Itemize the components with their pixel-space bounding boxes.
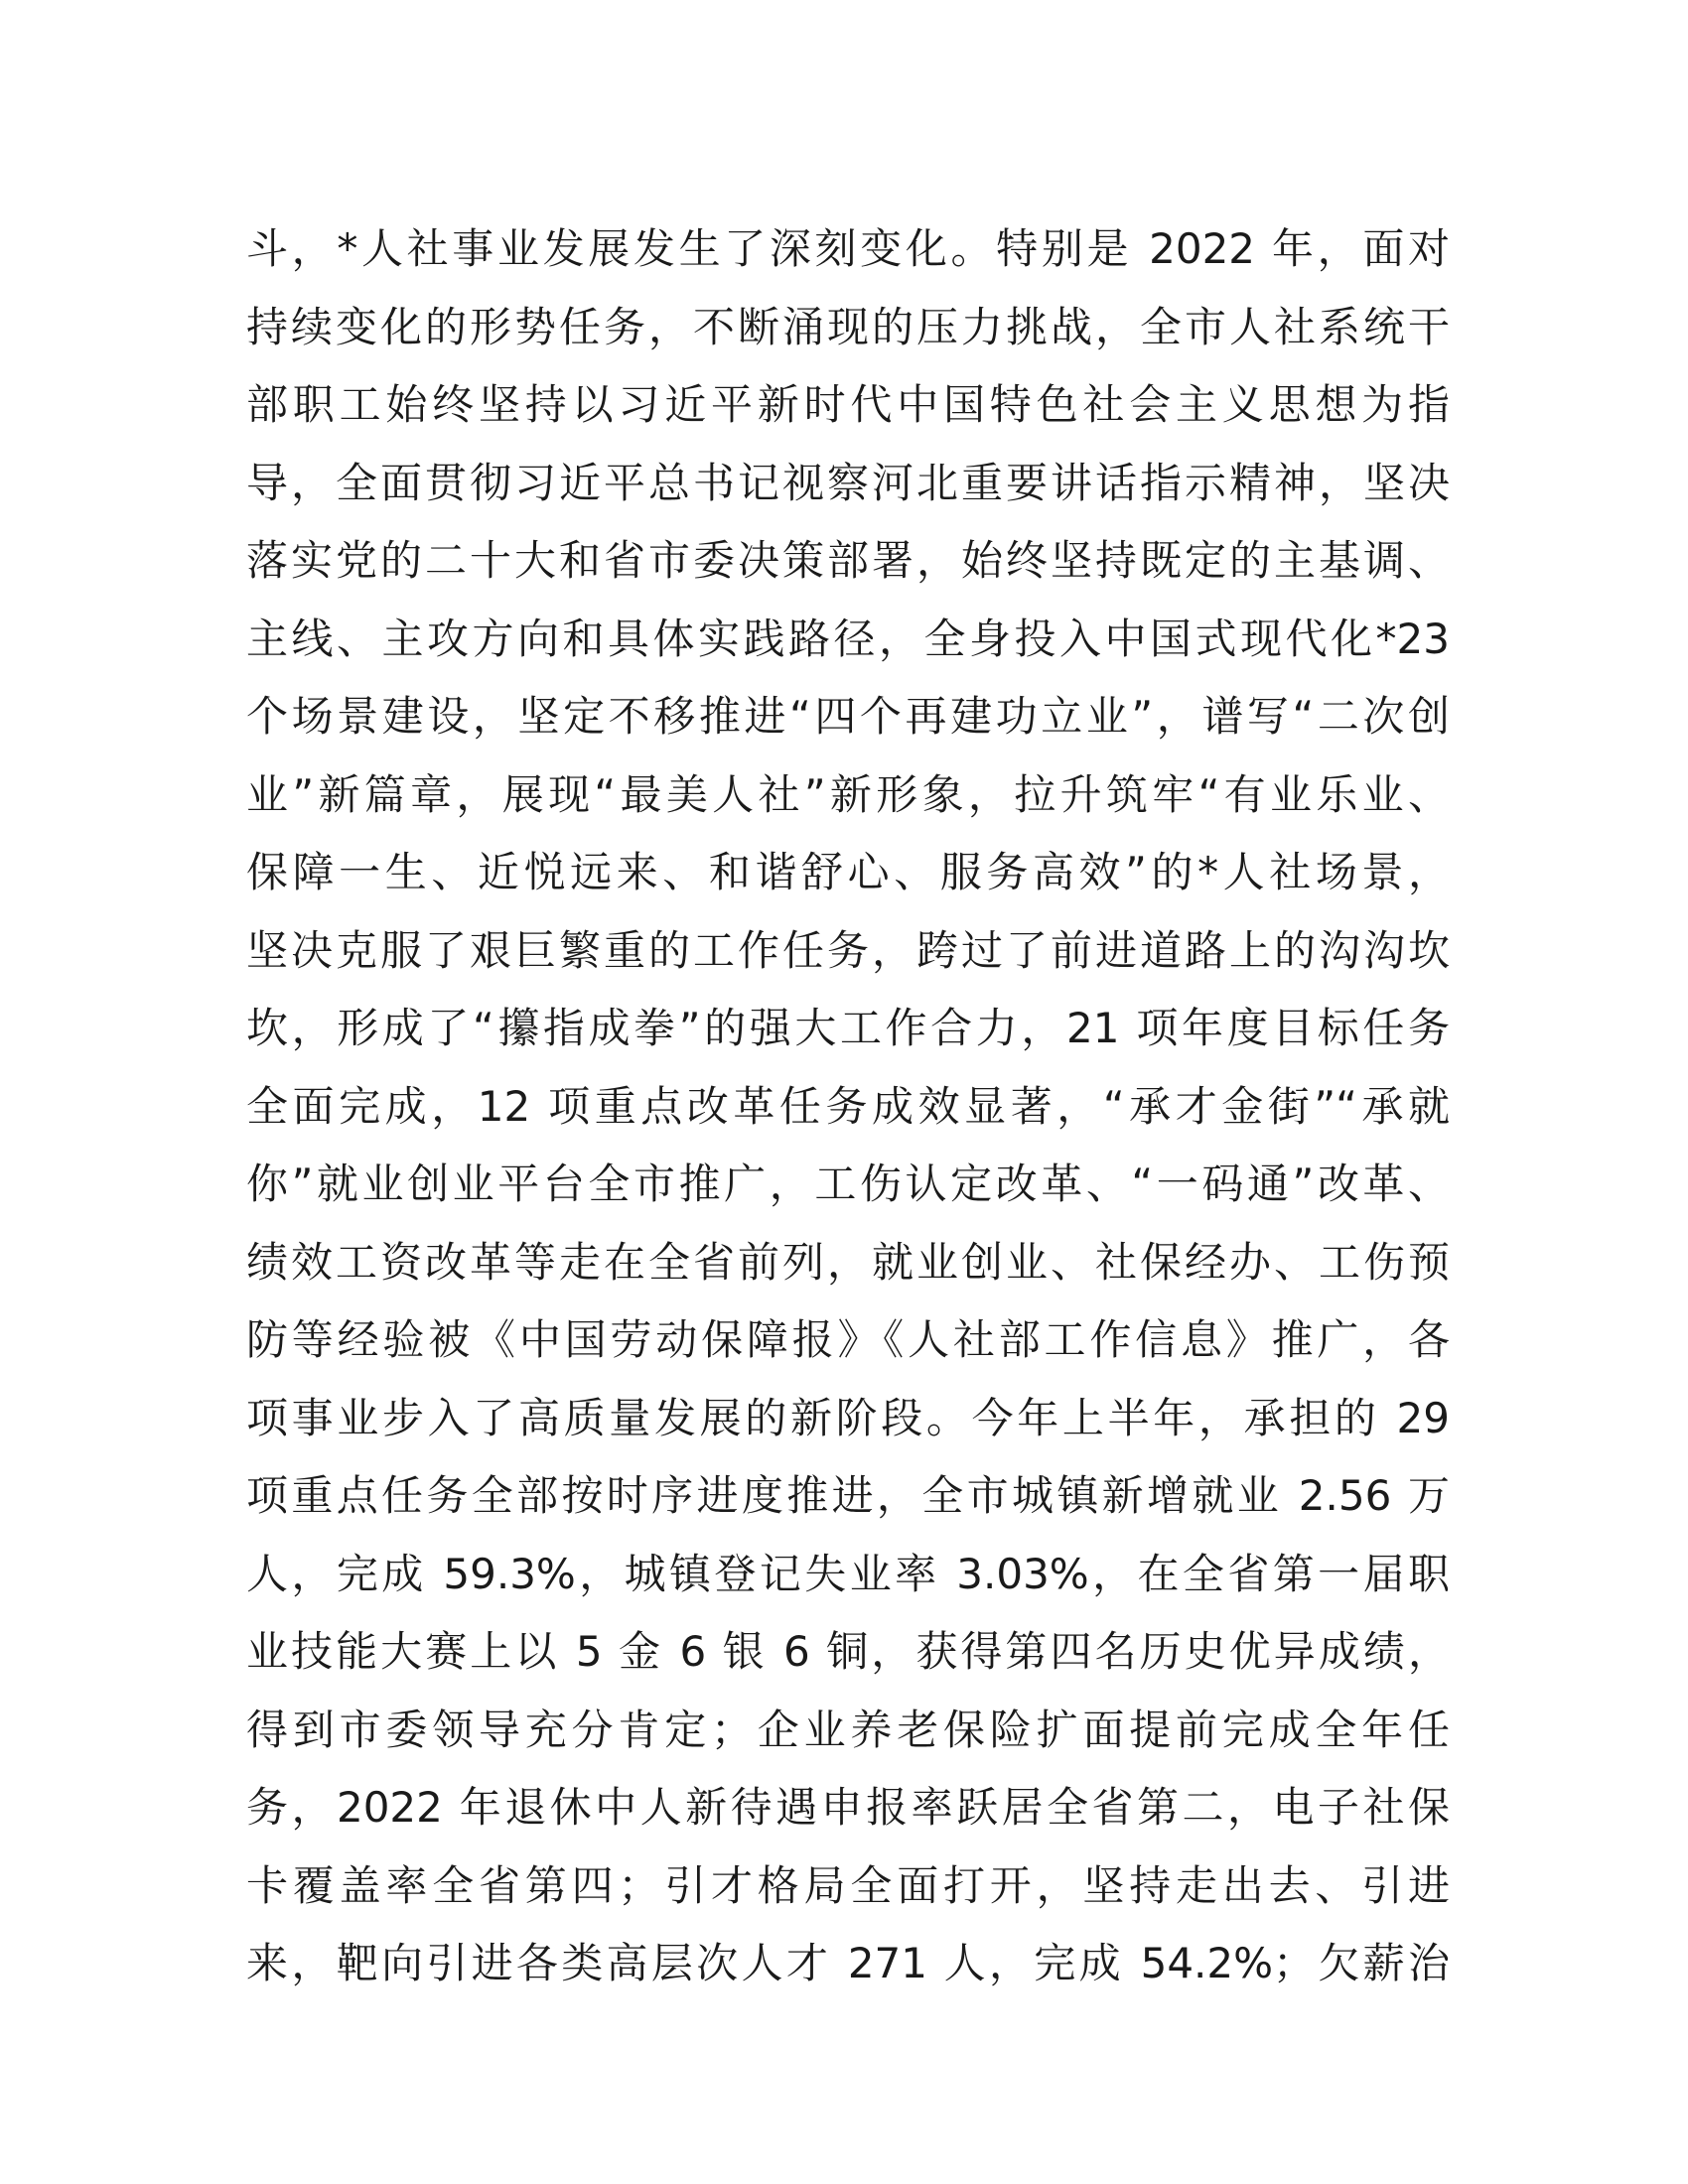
- text-line: 来，靶向引进各类高层次人才 271 人，完成 54.2%；欠薪治: [246, 1939, 1450, 1987]
- text-line: 你”就业创业平台全市推广，工伤认定改革、“一码通”改革、: [246, 1160, 1450, 1208]
- text-line: 坚决克服了艰巨繁重的工作任务，跨过了前进道路上的沟沟坎: [246, 925, 1450, 975]
- text-line: 防等经验被《中国劳动保障报》《人社部工作信息》推广，各: [246, 1315, 1450, 1364]
- text-line: 人，完成 59.3%，城镇登记失业率 3.03%，在全省第一届职: [246, 1549, 1450, 1598]
- text-line: 导，全面贯彻习近平总书记视察河北重要讲话指示精神，坚决: [246, 458, 1450, 507]
- text-line: 卡覆盖率全省第四；引才格局全面打开，坚持走出去、引进: [246, 1860, 1450, 1910]
- text-line: 落实党的二十大和省市委决策部署，始终坚持既定的主基调、: [246, 536, 1450, 585]
- text-line: 项重点任务全部按时序进度推进，全市城镇新增就业 2.56 万: [246, 1471, 1450, 1520]
- text-line: 保障一生、近悦远来、和谐舒心、服务高效”的*人社场景，: [246, 848, 1450, 896]
- text-line: 全面完成，12 项重点改革任务成效显著，“承才金街”“承就: [246, 1081, 1450, 1131]
- text-line: 斗，*人社事业发展发生了深刻变化。特别是 2022 年，面对: [246, 224, 1450, 273]
- text-line: 个场景建设，坚定不移推进“四个再建功立业”，谱写“二次创: [246, 692, 1450, 741]
- text-line: 绩效工资改革等走在全省前列，就业创业、社保经办、工伤预: [246, 1237, 1450, 1287]
- body-paragraph: [246, 210, 1450, 2003]
- text-line: 项事业步入了高质量发展的新阶段。今年上半年，承担的 29: [246, 1393, 1450, 1442]
- text-line: 业技能大赛上以 5 金 6 银 6 铜，获得第四名历史优异成绩，: [246, 1627, 1450, 1676]
- text-line: 持续变化的形势任务，不断涌现的压力挑战，全市人社系统干: [246, 302, 1450, 351]
- text-line: 务，2022 年退休中人新待遇申报率跃居全省第二，电子社保: [246, 1783, 1450, 1832]
- text-line: 主线、主攻方向和具体实践路径，全身投入中国式现代化*23: [246, 614, 1450, 663]
- text-line: 坎，形成了“攥指成拳”的强大工作合力，21 项年度目标任务: [246, 1004, 1450, 1052]
- text-line: 部职工始终坚持以习近平新时代中国特色社会主义思想为指: [246, 380, 1450, 429]
- text-line: 业”新篇章，展现“最美人社”新形象，拉升筑牢“有业乐业、: [246, 769, 1450, 819]
- text-line: 得到市委领导充分肯定；企业养老保险扩面提前完成全年任: [246, 1705, 1450, 1754]
